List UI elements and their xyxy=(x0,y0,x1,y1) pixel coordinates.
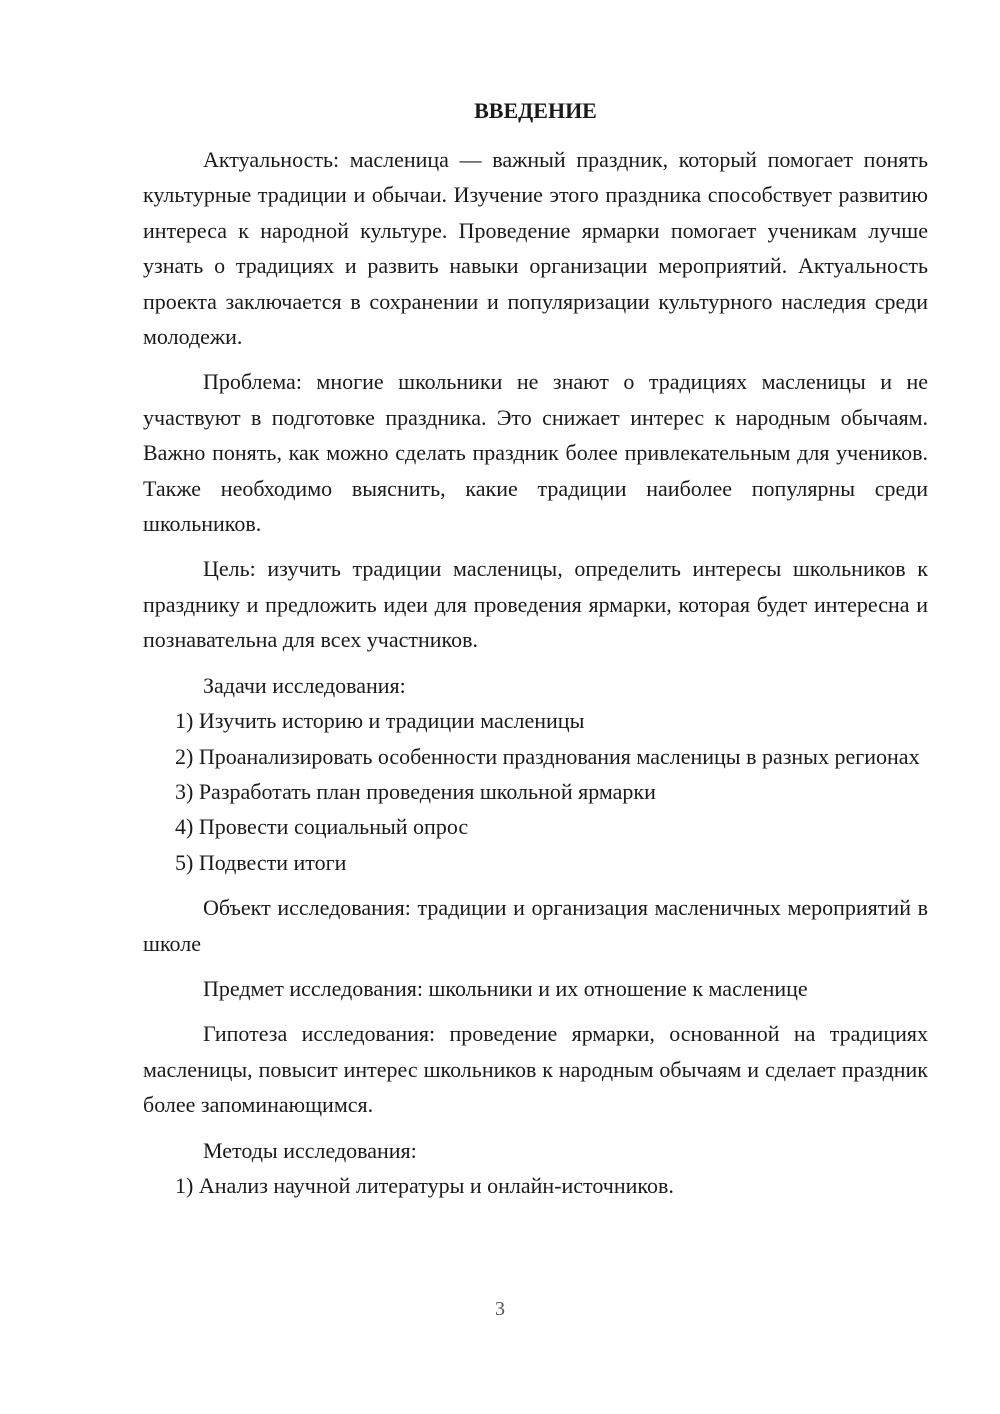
page-number: 3 xyxy=(495,1298,505,1320)
paragraph-relevance: Актуальность: масленица — важный праздник, который помогает понять культурные традиции и обычаи. Изучение этого праздника способствует развитию интереса к народной культуре. Проведение ярмарки помогает ученикам лучше узнать о традициях и развить навыки организации мероприятий. Актуальность проекта заключается в сохранении и популяризации культурного наследия среди молодежи. xyxy=(143,147,928,350)
paragraph-problem: Проблема: многие школьники не знают о традициях масленицы и не участвуют в подготовке праздника. Это снижает интерес к народным обычаям. Важно понять, как можно сделать праздник более привлекательным для учеников. Также необходимо выяснить, какие традиции наиболее популярны среди школьников. xyxy=(143,369,928,537)
page-title: ВВЕДЕНИЕ xyxy=(474,98,597,123)
paragraph-object: Объект исследования: традиции и организация масленичных мероприятий в школе xyxy=(143,895,928,956)
tasks-heading: Задачи исследования: xyxy=(203,672,406,698)
paragraph-goal: Цель: изучить традиции масленицы, определить интересы школьников к празднику и предложить идеи для проведения ярмарки, которая будет интересна и познавательна для всех участников. xyxy=(143,556,928,653)
task-item-4: 4) Провести социальный опрос xyxy=(175,814,469,840)
task-item-5: 5) Подвести итоги xyxy=(175,849,347,875)
task-item-2: 2) Проанализировать особенности празднования масленицы в разных регионах xyxy=(175,743,920,769)
document-body xyxy=(143,142,928,1203)
paragraph-hypothesis: Гипотеза исследования: проведение ярмарки, основанной на традициях масленицы, повысит интерес школьников к народным обычаям и сделает праздник более запоминающимся. xyxy=(143,1021,928,1118)
task-item-3: 3) Разработать план проведения школьной ярмарки xyxy=(175,778,656,804)
method-item-1: 1) Анализ научной литературы и онлайн-источников. xyxy=(175,1172,674,1198)
methods-heading: Методы исследования: xyxy=(203,1137,417,1163)
paragraph-subject: Предмет исследования: школьники и их отношение к масленице xyxy=(203,975,808,1001)
task-item-1: 1) Изучить историю и традиции масленицы xyxy=(175,708,585,734)
